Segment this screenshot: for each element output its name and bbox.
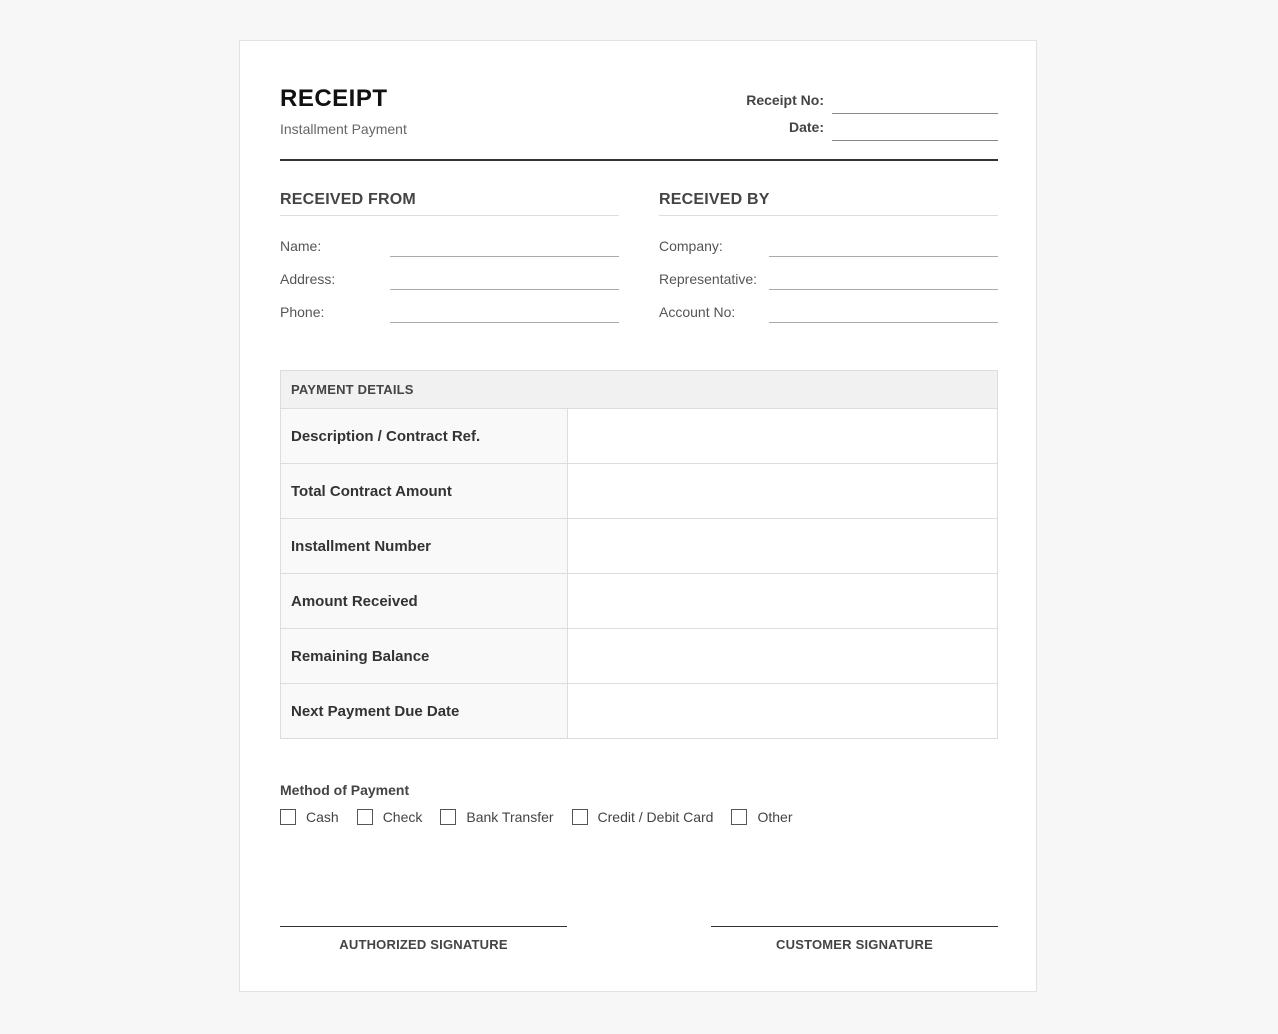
- name-row: [280, 228, 619, 261]
- table-row: [281, 519, 998, 574]
- receipt-no-label: Receipt No:: [746, 92, 824, 108]
- phone-row: [280, 294, 619, 327]
- name-field[interactable]: [390, 228, 619, 257]
- payment-details-table: [280, 370, 998, 739]
- receipt-page: [239, 40, 1037, 992]
- next-payment-due-date-value-cell[interactable]: [568, 684, 998, 739]
- receipt-no-field[interactable]: [832, 86, 998, 114]
- date-label: Date:: [788, 119, 824, 135]
- bank-transfer-checkbox[interactable]: [440, 809, 456, 825]
- next-payment-due-date-label: Next Payment Due Date: [281, 684, 568, 739]
- table-row: [281, 629, 998, 684]
- customer-signature-label: CUSTOMER SIGNATURE: [776, 937, 933, 952]
- installment-number-label: Installment Number: [281, 519, 568, 574]
- name-label: Name:: [280, 238, 322, 254]
- address-label: Address:: [280, 271, 336, 287]
- phone-field[interactable]: [390, 294, 619, 323]
- table-row: [281, 684, 998, 739]
- representative-row: [659, 261, 998, 294]
- remaining-balance-value-cell[interactable]: [568, 629, 998, 684]
- table-row: [281, 574, 998, 629]
- credit-debit-card-option-label: Credit / Debit Card: [597, 809, 714, 825]
- table-row: [281, 409, 998, 464]
- other-checkbox[interactable]: [731, 809, 747, 825]
- company-field[interactable]: [769, 228, 998, 257]
- table-header-row: [281, 371, 998, 409]
- total-contract-amount-value-cell[interactable]: [568, 464, 998, 519]
- address-field[interactable]: [390, 261, 619, 290]
- table-row: [281, 464, 998, 519]
- bank-transfer-option-label: Bank Transfer: [466, 809, 554, 825]
- check-checkbox[interactable]: [357, 809, 373, 825]
- total-contract-amount-label: Total Contract Amount: [281, 464, 568, 519]
- address-row: [280, 261, 619, 294]
- other-option-label: Other: [757, 809, 793, 825]
- representative-field[interactable]: [769, 261, 998, 290]
- customer-signature-line[interactable]: [711, 926, 998, 952]
- check-option[interactable]: [357, 809, 423, 825]
- authorized-signature-line[interactable]: [280, 926, 567, 952]
- account-no-row: [659, 294, 998, 327]
- received-by-section: [659, 191, 998, 327]
- description-label: Description / Contract Ref.: [281, 409, 568, 464]
- bank-transfer-option[interactable]: [440, 809, 553, 825]
- receipt-header: [280, 41, 998, 161]
- credit-debit-card-checkbox[interactable]: [572, 809, 588, 825]
- other-option[interactable]: [731, 809, 792, 825]
- receipt-no-row: [738, 86, 998, 110]
- page-subtitle: Installment Payment: [280, 121, 407, 137]
- authorized-signature-label: AUTHORIZED SIGNATURE: [339, 937, 508, 952]
- payment-method-options: [280, 809, 810, 825]
- amount-received-label: Amount Received: [281, 574, 568, 629]
- representative-label: Representative:: [659, 271, 758, 287]
- cash-checkbox[interactable]: [280, 809, 296, 825]
- payment-details-heading: PAYMENT DETAILS: [281, 371, 998, 409]
- cash-option[interactable]: [280, 809, 339, 825]
- company-row: [659, 228, 998, 261]
- remaining-balance-label: Remaining Balance: [281, 629, 568, 684]
- account-no-field[interactable]: [769, 294, 998, 323]
- credit-debit-card-option[interactable]: [572, 809, 714, 825]
- received-from-heading: RECEIVED FROM: [280, 191, 619, 216]
- page-title: RECEIPT: [280, 85, 388, 112]
- method-of-payment-label: Method of Payment: [280, 782, 410, 798]
- received-by-heading: RECEIVED BY: [659, 191, 998, 216]
- amount-received-value-cell[interactable]: [568, 574, 998, 629]
- cash-option-label: Cash: [306, 809, 339, 825]
- installment-number-value-cell[interactable]: [568, 519, 998, 574]
- received-from-section: [280, 191, 619, 327]
- phone-label: Phone:: [280, 304, 325, 320]
- date-row: [738, 113, 998, 137]
- check-option-label: Check: [382, 809, 423, 825]
- description-value-cell[interactable]: [568, 409, 998, 464]
- date-field[interactable]: [832, 113, 998, 141]
- account-no-label: Account No:: [659, 304, 736, 320]
- company-label: Company:: [659, 238, 723, 254]
